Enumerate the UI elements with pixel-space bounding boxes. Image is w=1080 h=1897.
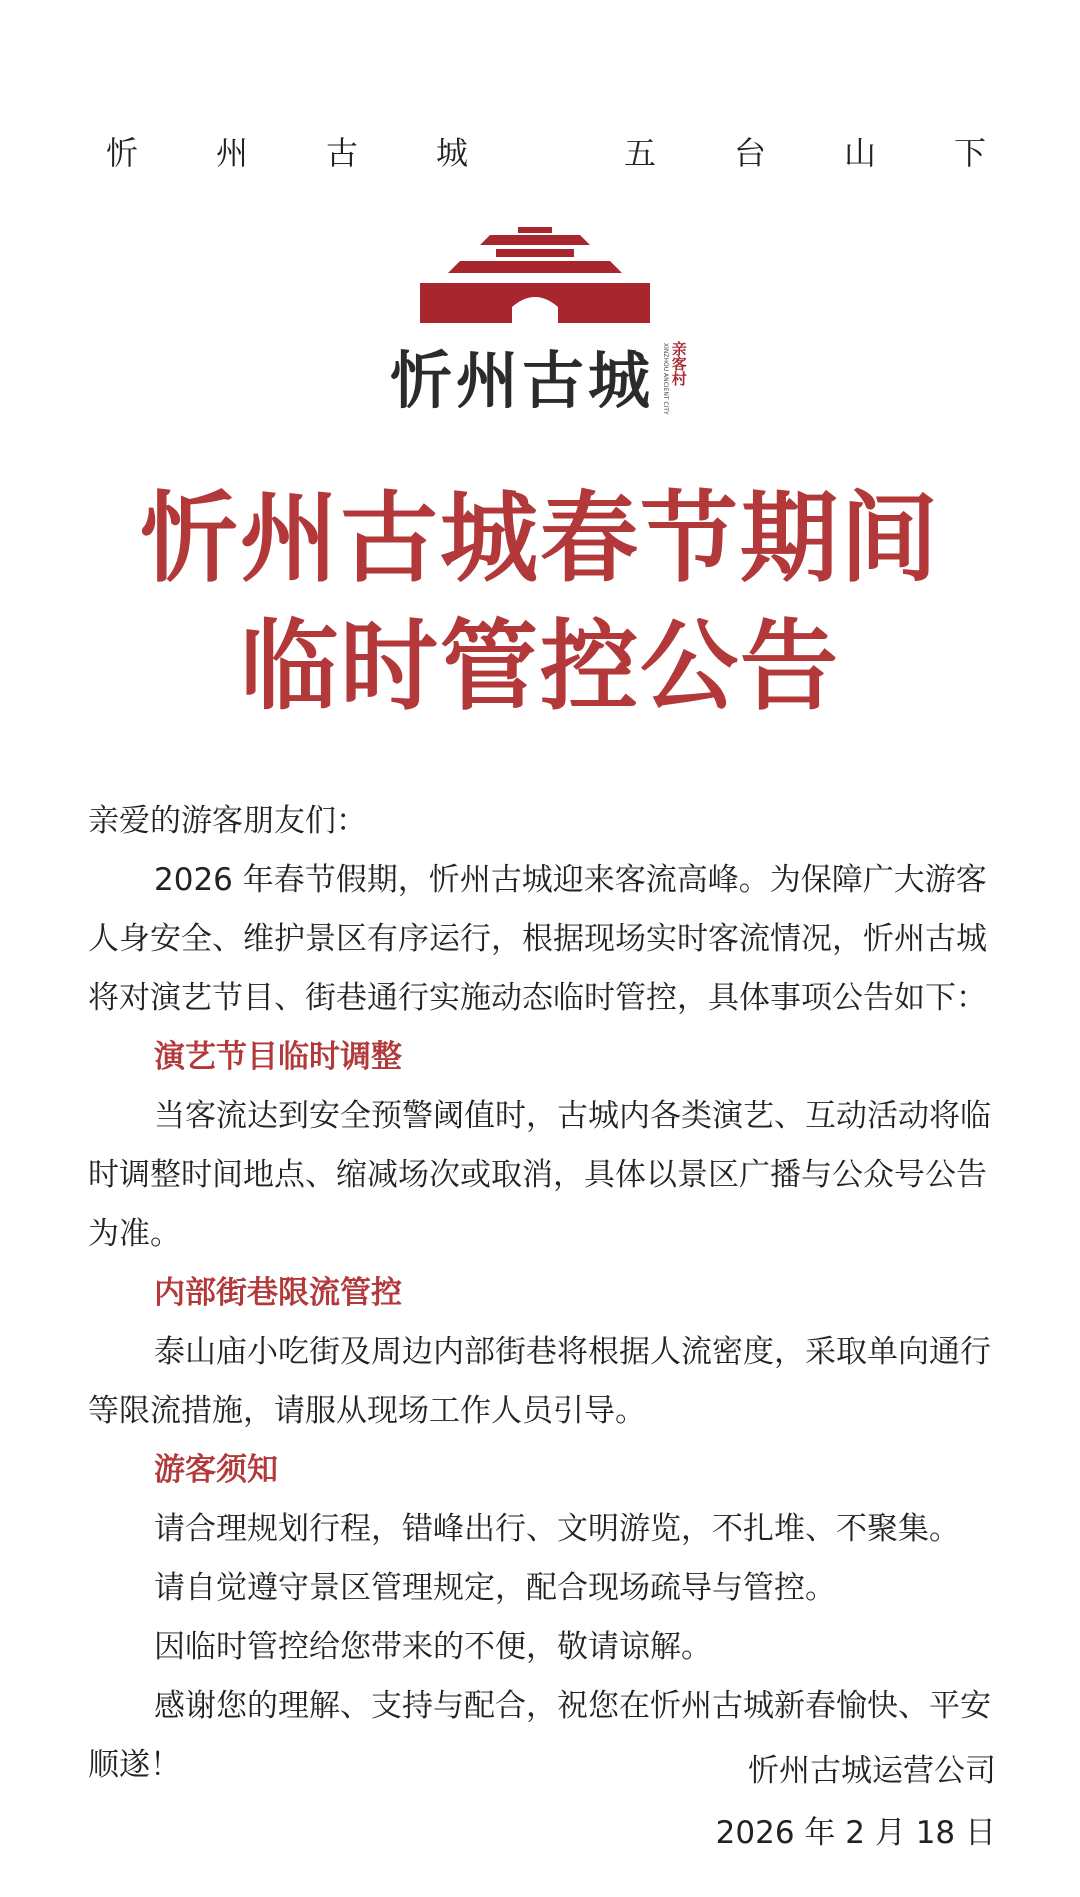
announcement-title <box>0 475 1080 731</box>
tagline-char: 台 <box>733 134 766 172</box>
tagline-char: 五 <box>623 134 656 172</box>
signature-block <box>716 1740 996 1864</box>
notice-item: 请合理规划行程，错峰出行、文明游览，不扎堆、不聚集。 <box>154 1511 960 1547</box>
tagline-char: 城 <box>436 134 469 172</box>
section-heading: 演艺节目临时调整 <box>154 1039 402 1075</box>
signature-date: 2026 年 2 月 18 日 <box>715 1815 996 1851</box>
logo-wordmark: 忻州古城 <box>390 344 655 417</box>
logo <box>390 225 700 415</box>
closing-paragraph: 感谢您的理解、支持与配合，祝您在忻州古城新春愉快、平安顺遂！ <box>88 1688 991 1783</box>
city-gate-icon <box>420 225 650 325</box>
intro-paragraph: 2026 年春节假期，忻州古城迎来客流高峰。为保障广大游客人身安全、维护景区有序运行，根据现场实时客流情况，忻州古城将对演艺节目、街巷通行实施动态临时管控，具体事项公告如下： <box>88 862 987 1016</box>
section-paragraph: 当客流达到安全预警阈值时，古城内各类演艺、互动活动将临时调整时间地点、缩减场次或取消，具体以景区广播与公众号公告为准。 <box>88 1098 991 1252</box>
tagline-right <box>624 128 986 174</box>
title-line-2: 临时管控公告 <box>239 610 840 724</box>
announcement-body <box>88 792 998 1795</box>
tagline-char: 山 <box>843 134 876 172</box>
tagline-char: 下 <box>953 134 986 172</box>
logo-seal: 亲客村 <box>669 341 688 386</box>
section-heading: 内部街巷限流管控 <box>154 1275 402 1311</box>
tagline-char: 古 <box>326 134 359 172</box>
tagline-char: 忻 <box>106 134 139 172</box>
notice-item: 因临时管控给您带来的不便，敬请谅解。 <box>154 1629 712 1665</box>
title-line-1: 忻州古城春节期间 <box>139 482 940 596</box>
section-paragraph: 泰山庙小吃街及周边内部街巷将根据人流密度，采取单向通行等限流措施，请服从现场工作人员引导。 <box>88 1334 991 1429</box>
greeting: 亲爱的游客朋友们： <box>88 803 367 839</box>
header-tagline <box>106 128 986 174</box>
tagline-char: 州 <box>216 134 249 172</box>
notice-item: 请自觉遵守景区管理规定，配合现场疏导与管控。 <box>154 1570 836 1606</box>
signature-organization: 忻州古城运营公司 <box>748 1753 996 1789</box>
tagline-left <box>106 128 468 174</box>
logo-english-text: XINZHOU ANCIENT CITY <box>662 343 669 415</box>
section-heading: 游客须知 <box>154 1452 278 1488</box>
